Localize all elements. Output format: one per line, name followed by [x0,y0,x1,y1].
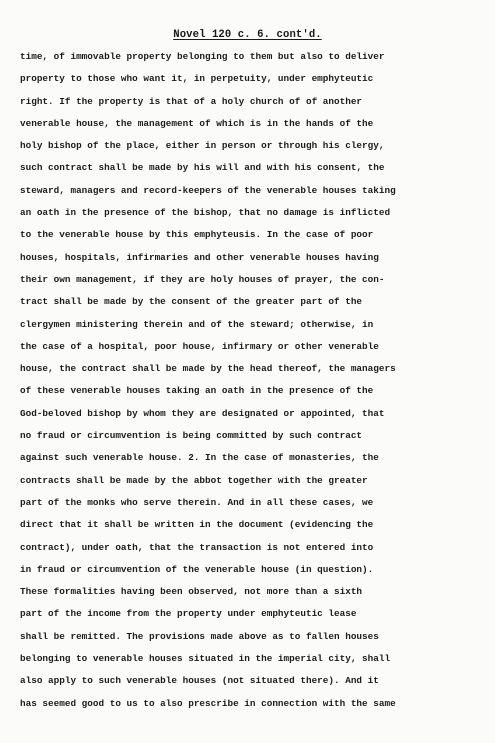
text-line: part of the monks who serve therein. And in all these cases, we [20,496,374,508]
text-line: houses, hospitals, infirmaries and other venerable houses having [20,251,379,263]
text-line: such contract shall be made by his will and with his consent, the [20,162,385,174]
text-line: holy bishop of the place, either in person or through his clergy, [20,140,385,152]
text-line: time, of immovable property belonging to them but also to deliver [20,51,385,62]
text-line: the case of a hospital, poor house, infirmary or other venerable [20,340,379,352]
text-line: steward, managers and record-keepers of the venerable houses taking [20,184,396,196]
text-line: part of the income from the property under emphyteutic lease [20,608,357,620]
page-heading [0,29,495,41]
text-line: venerable house, the management of which is in the hands of the [20,117,374,129]
text-line: of these venerable houses taking an oath in the presence of the [20,385,374,397]
text-line: God-beloved bishop by whom they are designated or appointed, that [20,407,385,419]
text-line: their own management, if they are holy houses of prayer, the con- [20,273,385,285]
text-line: against such venerable house. 2. In the case of monasteries, the [20,452,379,464]
text-line: shall be remitted. The provisions made above as to fallen houses [20,630,379,642]
text-line: an oath in the presence of the bishop, that no damage is inflicted [20,207,391,219]
text-line: These formalities having been observed, not more than a sixth [20,586,363,598]
text-line: to the venerable house by this emphyteusis. In the case of poor [20,229,374,241]
text-line: tract shall be made by the consent of the greater part of the [20,296,363,308]
body-text [20,46,482,715]
text-line: no fraud or circumvention is being committed by such contract [20,430,363,442]
text-line: right. If the property is that of a holy church of of another [20,95,363,107]
text-line: house, the contract shall be made by the head thereof, the managers [20,363,396,375]
text-line: clergymen ministering therein and of the steward; otherwise, in [20,318,374,330]
text-line: in fraud or circumvention of the venerable house (in question). [20,563,374,575]
text-line: contract), under oath, that the transaction is not entered into [20,541,374,553]
text-line: belonging to venerable houses situated in the imperial city, shall [20,653,391,665]
text-line: contracts shall be made by the abbot together with the greater [20,474,368,486]
text-line: direct that it shall be written in the document (evidencing the [20,519,374,531]
text-line: also apply to such venerable houses (not situated there). And it [20,675,379,687]
text-line: has seemed good to us to also prescribe in connection with the same [20,697,396,709]
heading-text: Novel 120 c. 6. cont'd. [173,29,322,41]
text-line: property to those who want it, in perpetuity, under emphyteutic [20,73,374,85]
